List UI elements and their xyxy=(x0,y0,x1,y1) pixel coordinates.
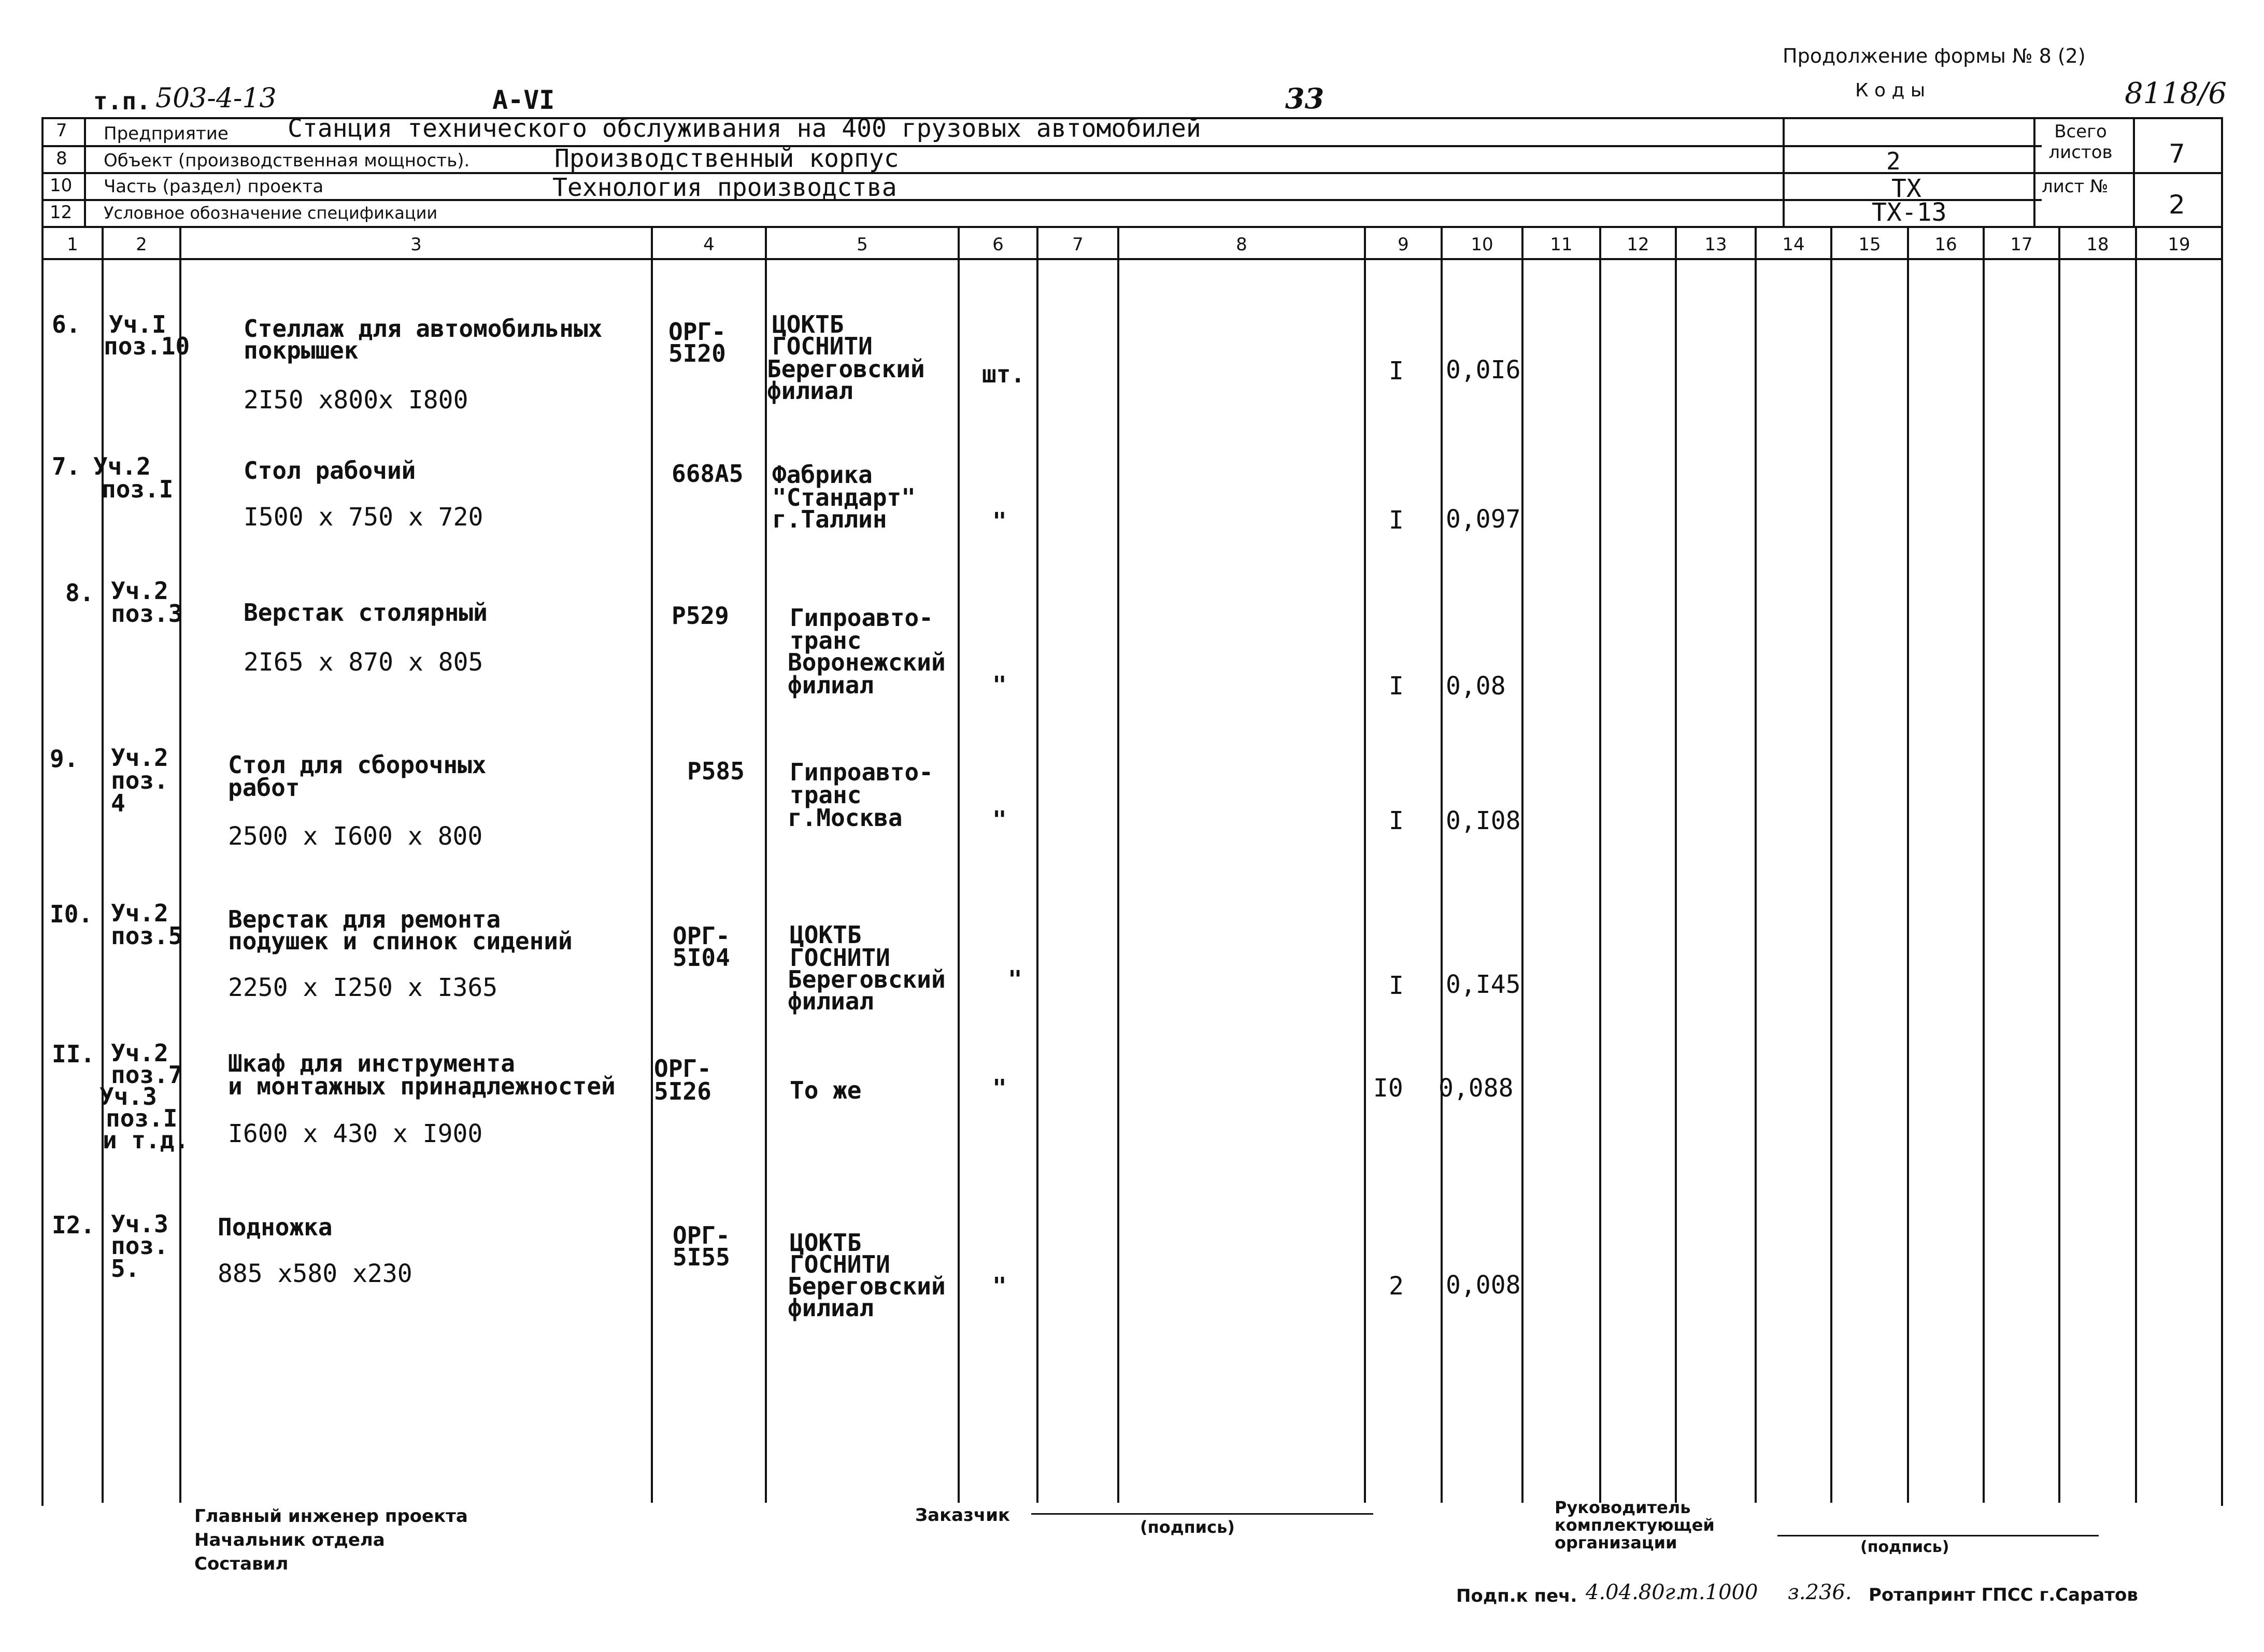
footer-print-prefix: Подп.к печ. xyxy=(1456,1586,1577,1606)
row-quantity: I xyxy=(1389,806,1404,835)
row-code: ОРГ- xyxy=(654,1055,711,1083)
form-continuation: Продолжение формы № 8 (2) xyxy=(1783,45,2086,67)
row-unit: " xyxy=(1008,965,1022,993)
header-code-2: ТХ xyxy=(1891,174,1921,203)
row-name: Шкаф для инструмента xyxy=(228,1049,515,1077)
column-number: 1 xyxy=(67,234,78,255)
row-manufacturer: ГОСНИТИ xyxy=(790,944,890,972)
row-number: I2. xyxy=(52,1211,95,1239)
col-divider xyxy=(958,228,960,1503)
row-unit: " xyxy=(992,1272,1007,1300)
row-code: 5I55 xyxy=(673,1243,730,1271)
row-code: ОРГ- xyxy=(668,318,726,346)
header-value-object: Производственный корпус xyxy=(554,144,899,173)
column-number: 18 xyxy=(2086,234,2109,255)
row-name: Стол рабочий xyxy=(244,457,416,485)
row-quantity: I xyxy=(1389,506,1404,535)
col-divider xyxy=(1364,228,1366,1503)
footer-supplier-signature-line xyxy=(1777,1535,2099,1536)
header-code-1: 2 xyxy=(1886,147,1901,175)
footer-supplier-head: Руководитель xyxy=(1555,1498,1691,1517)
row-unit: " xyxy=(992,1074,1007,1102)
row-number: 6. xyxy=(52,310,81,338)
row-number: I0. xyxy=(50,900,93,928)
row-manufacturer: Воронежский xyxy=(788,648,946,676)
row-position: поз.10 xyxy=(104,332,190,360)
row-position: поз.7 xyxy=(111,1061,183,1089)
header-label-object: Объект (производственная мощность). xyxy=(104,150,470,171)
header-total-divider xyxy=(2033,117,2035,228)
col-divider xyxy=(1907,228,1909,1503)
header-label-designation: Условное обозначение спецификации xyxy=(104,203,438,223)
footer-supplier-org: комплектующей xyxy=(1555,1515,1715,1535)
col-divider xyxy=(1599,228,1601,1503)
row-number: II. xyxy=(52,1040,95,1068)
header-row-num: 10 xyxy=(50,175,73,196)
col-divider xyxy=(179,228,181,1503)
row-code: Р585 xyxy=(687,757,745,785)
row-dimensions: 2I65 х 870 х 805 xyxy=(244,648,483,677)
column-number: 16 xyxy=(1934,234,1957,255)
column-number: 8 xyxy=(1236,234,1247,255)
column-number: 2 xyxy=(136,234,147,255)
row-unit: " xyxy=(992,507,1007,535)
row-position: поз.I xyxy=(106,1104,178,1132)
row-manufacturer: Береговский xyxy=(788,1272,946,1300)
row-mass: 0,088 xyxy=(1439,1074,1514,1103)
row-name: Подножка xyxy=(218,1213,333,1241)
row-manufacturer: Береговский xyxy=(788,965,946,993)
header-left-border xyxy=(41,117,44,1506)
row-quantity: I0 xyxy=(1373,1074,1403,1103)
row-number: 7. xyxy=(52,452,81,480)
row-code: 5I26 xyxy=(654,1077,711,1105)
row-manufacturer: ЦОКТБ xyxy=(790,1229,862,1257)
col-divider xyxy=(765,228,767,1503)
column-number: 13 xyxy=(1704,234,1727,255)
page-number: 33 xyxy=(1285,82,1325,115)
right-border xyxy=(2221,117,2223,1506)
row-manufacturer: "Стандарт" xyxy=(772,483,916,511)
column-number: 9 xyxy=(1398,234,1409,255)
row-quantity: I xyxy=(1389,672,1404,701)
row-code: ОРГ- xyxy=(673,922,730,950)
row-dimensions: 2500 х I600 х 800 xyxy=(228,822,483,851)
row-position: Уч.I xyxy=(109,310,166,338)
col-divider xyxy=(2135,228,2137,1503)
row-mass: 0,097 xyxy=(1446,505,1521,534)
header-value-enterprise: Станция технического обслуживания на 400 грузовых автомобилей xyxy=(288,114,1201,143)
row-position: Уч.2 xyxy=(111,577,168,605)
col-divider xyxy=(1675,228,1677,1503)
column-number: 5 xyxy=(857,234,868,255)
row-position: поз.I xyxy=(102,475,174,503)
row-code: 668А5 xyxy=(672,460,744,488)
row-manufacturer: транс xyxy=(790,626,862,654)
row-manufacturer: транс xyxy=(790,781,862,809)
header-row-num: 8 xyxy=(56,148,67,169)
col-divider xyxy=(651,228,653,1503)
row-quantity: I xyxy=(1389,971,1404,1000)
footer-supplier-signature: (подпись) xyxy=(1860,1538,1949,1556)
row-manufacturer: ЦОКТБ xyxy=(790,921,862,949)
row-mass: 0,08 xyxy=(1446,672,1506,701)
column-number: 14 xyxy=(1782,234,1805,255)
row-dimensions: I600 х 430 х I900 xyxy=(228,1119,483,1148)
col-divider xyxy=(102,228,104,1503)
col-divider xyxy=(1830,228,1832,1503)
header-row-num: 12 xyxy=(50,202,73,223)
row-manufacturer: филиал xyxy=(788,671,874,699)
sheet-number-label: лист № xyxy=(2042,176,2109,197)
footer-supplier-org: организации xyxy=(1555,1533,1677,1553)
row-manufacturer: филиал xyxy=(788,1294,874,1322)
footer-compiled-by: Составил xyxy=(194,1554,289,1574)
row-code: 5I04 xyxy=(673,944,730,972)
footer-order-number: з.236. xyxy=(1788,1580,1852,1604)
total-sheets-value: 7 xyxy=(2169,139,2185,169)
row-position: Уч.2 xyxy=(111,744,168,772)
row-name: подушек и спинок сидений xyxy=(228,927,573,955)
row-number: 8. xyxy=(65,579,94,607)
row-manufacturer: филиал xyxy=(788,987,874,1015)
col-divider xyxy=(1755,228,1757,1503)
row-position: Уч.2 xyxy=(111,1039,168,1067)
row-name: Стол для сборочных xyxy=(228,751,487,779)
column-number: 3 xyxy=(410,234,422,255)
column-number: 19 xyxy=(2168,234,2190,255)
header-line-3 xyxy=(41,199,2042,201)
column-number: 17 xyxy=(2010,234,2033,255)
row-manufacturer: филиал xyxy=(767,377,853,405)
row-code: Р529 xyxy=(672,602,729,630)
header-code-3: ТХ-13 xyxy=(1872,198,1947,227)
row-unit: " xyxy=(992,806,1007,834)
row-dimensions: I500 х 750 х 720 xyxy=(244,503,483,532)
row-name: Верстак столярный xyxy=(244,599,488,626)
col-divider xyxy=(1036,228,1038,1503)
footer-customer-signature-line xyxy=(1031,1513,1373,1515)
header-row-num: 7 xyxy=(56,120,67,141)
row-manufacturer: Береговский xyxy=(767,355,925,383)
row-position: поз.3 xyxy=(111,600,183,628)
row-manufacturer: ГОСНИТИ xyxy=(790,1250,890,1278)
row-position: 5. xyxy=(111,1255,140,1283)
row-position: и т.д. xyxy=(103,1126,189,1154)
col-divider xyxy=(1117,228,1119,1503)
colnum-bottom-border xyxy=(41,258,2223,260)
row-quantity: 2 xyxy=(1389,1272,1404,1301)
row-dimensions: 885 х580 х230 xyxy=(218,1259,412,1288)
row-name: покрышек xyxy=(244,336,359,364)
footer-department-head: Начальник отдела xyxy=(194,1530,385,1550)
row-manufacturer: Гипроавто- xyxy=(790,758,933,786)
row-dimensions: 2250 х I250 х I365 xyxy=(228,973,498,1002)
row-manufacturer: г.Таллин xyxy=(772,505,887,533)
footer-printer: Ротапринт ГПСС г.Саратов xyxy=(1869,1585,2138,1605)
row-name: Стеллаж для автомобильных xyxy=(244,315,603,343)
column-number: 6 xyxy=(992,234,1004,255)
header-line-1 xyxy=(41,145,2042,147)
column-number: 15 xyxy=(1858,234,1881,255)
row-code: 5I20 xyxy=(668,339,726,367)
header-code-divider xyxy=(1783,117,1785,228)
footer-customer: Заказчик xyxy=(915,1505,1010,1526)
row-manufacturer: То же xyxy=(790,1076,862,1104)
column-number: 7 xyxy=(1072,234,1084,255)
row-name: Верстак для ремонта xyxy=(228,905,501,933)
sheet-number-value: 2 xyxy=(2169,190,2185,220)
row-position: Уч.2 xyxy=(93,452,151,480)
row-dimensions: 2I50 х800х I800 xyxy=(244,386,468,415)
row-manufacturer: Фабрика xyxy=(772,461,873,489)
header-value-divider xyxy=(2133,117,2135,228)
row-position: поз. xyxy=(111,1232,168,1260)
row-name: и монтажных принадлежностей xyxy=(228,1072,616,1100)
row-manufacturer: Гипроавто- xyxy=(790,604,933,632)
footer-customer-signature: (подпись) xyxy=(1140,1517,1235,1537)
row-manufacturer: ГОСНИТИ xyxy=(772,332,873,360)
col-divider xyxy=(1441,228,1443,1503)
doc-number: 8118/6 xyxy=(2125,77,2227,110)
row-position: поз.5 xyxy=(111,922,183,950)
header-label-enterprise: Предприятие xyxy=(104,123,229,144)
col-divider xyxy=(1983,228,1985,1503)
album-code: А-VI xyxy=(492,85,555,115)
row-manufacturer: г.Москва xyxy=(788,804,903,832)
row-mass: 0,I45 xyxy=(1446,970,1521,999)
row-quantity: I xyxy=(1389,357,1404,386)
column-number: 4 xyxy=(703,234,715,255)
header-value-section: Технология производства xyxy=(552,173,897,202)
col-divider xyxy=(1521,228,1523,1503)
row-position: Уч.2 xyxy=(111,899,168,927)
row-unit: " xyxy=(992,671,1007,699)
row-position: Уч.3 xyxy=(99,1083,157,1110)
row-mass: 0,0I6 xyxy=(1446,355,1521,384)
row-number: 9. xyxy=(50,745,79,773)
codes-heading: К о д ы xyxy=(1855,80,1926,101)
footer-print-run: т.1000 xyxy=(1679,1580,1758,1604)
tp-number: 503-4-13 xyxy=(155,83,277,114)
column-number: 12 xyxy=(1627,234,1649,255)
row-name: работ xyxy=(228,774,300,802)
header-num-divider xyxy=(84,117,86,228)
footer-chief-engineer: Главный инженер проекта xyxy=(194,1506,468,1527)
row-unit: шт. xyxy=(982,360,1026,388)
total-sheets-label: Всего листов xyxy=(2048,121,2113,163)
column-number: 11 xyxy=(1550,234,1573,255)
tp-prefix: т.п. xyxy=(93,87,151,115)
row-code: ОРГ- xyxy=(673,1221,730,1249)
row-position: 4 xyxy=(111,789,125,817)
footer-print-date: 4.04.80г. xyxy=(1586,1580,1682,1604)
row-mass: 0,I08 xyxy=(1446,806,1521,835)
row-position: Уч.3 xyxy=(111,1210,168,1238)
column-number: 10 xyxy=(1471,234,1493,255)
row-manufacturer: ЦОКТБ xyxy=(772,310,844,338)
header-label-section: Часть (раздел) проекта xyxy=(104,176,324,197)
col-divider xyxy=(2058,228,2060,1503)
row-mass: 0,008 xyxy=(1446,1271,1521,1300)
row-position: поз. xyxy=(111,766,168,794)
